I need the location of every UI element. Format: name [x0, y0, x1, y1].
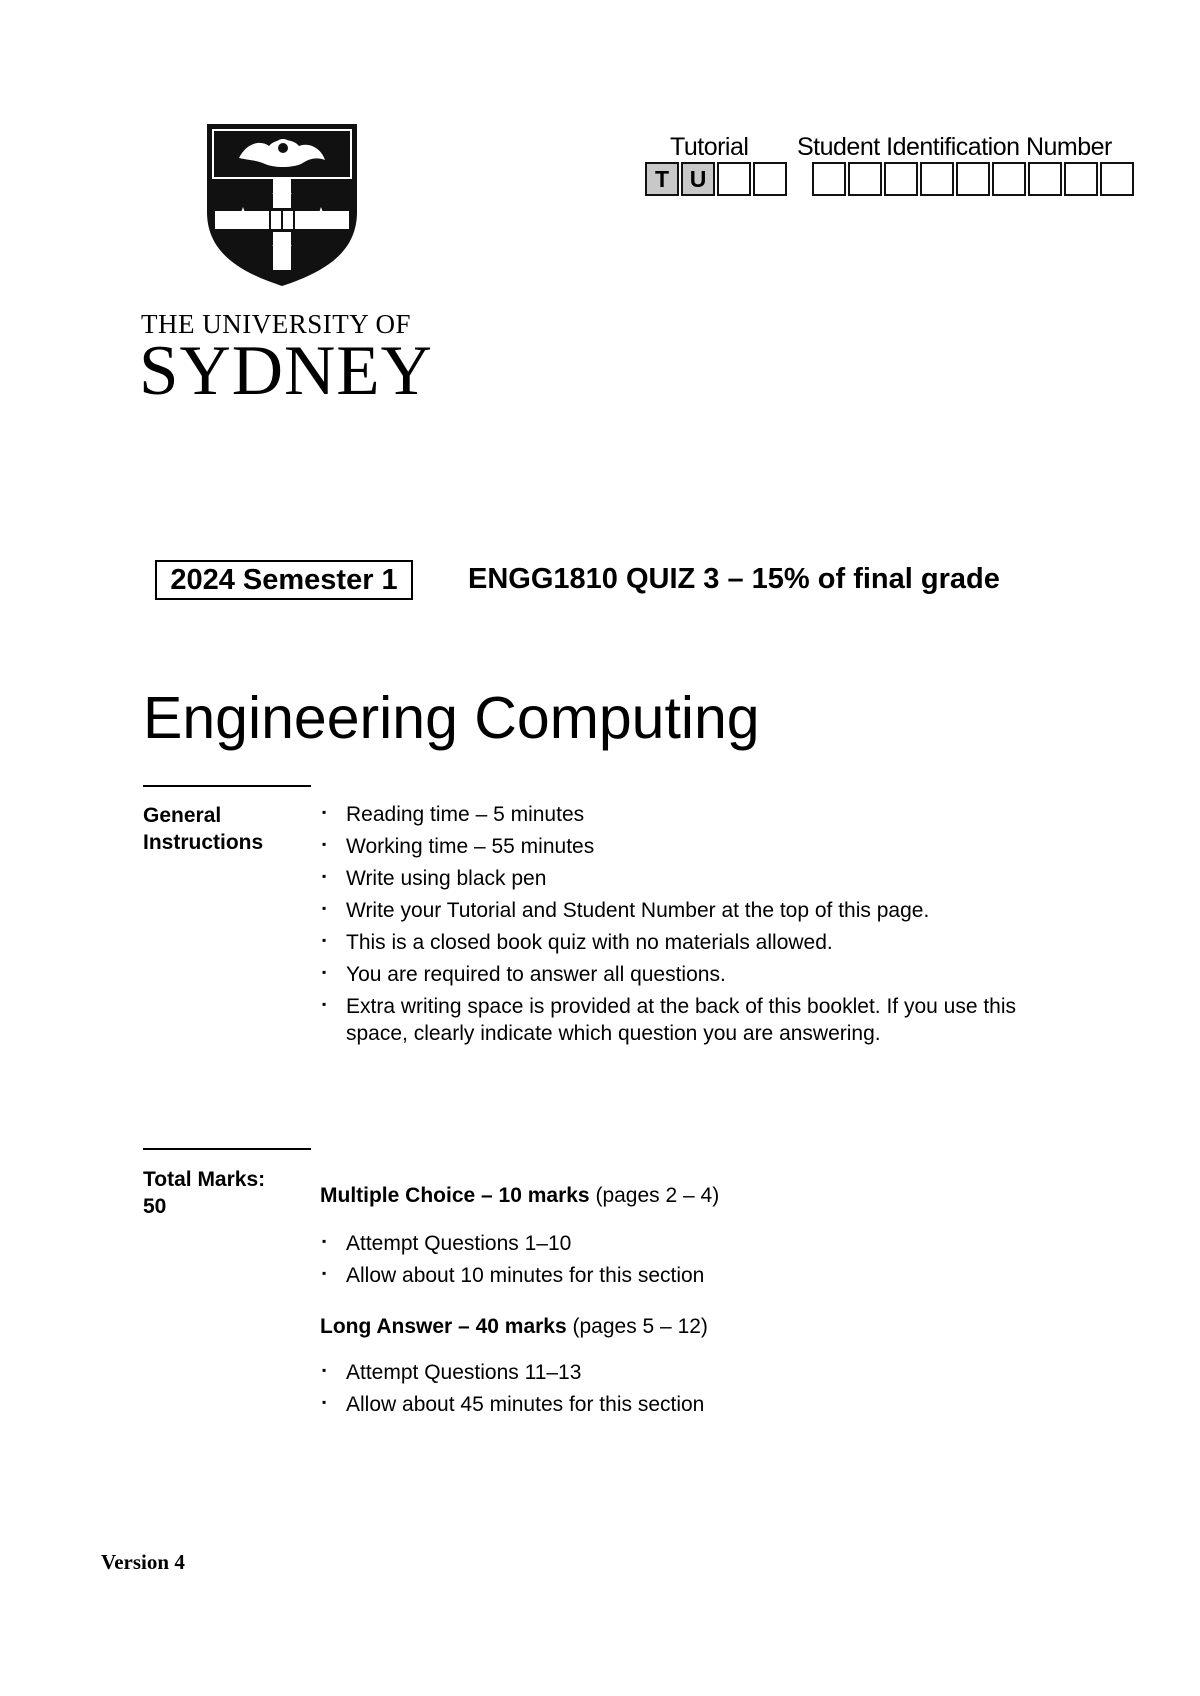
multiple-choice-title: Multiple Choice – 10 marks: [320, 1184, 590, 1207]
student-id-digit-box[interactable]: [920, 162, 954, 196]
total-marks-value: 50: [143, 1195, 167, 1218]
tutorial-prefix-box: U: [681, 162, 715, 196]
student-id-digit-box[interactable]: [848, 162, 882, 196]
multiple-choice-heading: [320, 1184, 719, 1208]
instruction-item: ▪ Working time – 55 minutes: [320, 833, 1080, 860]
section-item: ▪ Allow about 45 minutes for this section: [320, 1391, 1020, 1418]
instruction-item: ▪ Write using black pen: [320, 865, 1080, 892]
section-item: ▪ Allow about 10 minutes for this section: [320, 1262, 1020, 1289]
divider: [143, 785, 311, 787]
instruction-item: ▪ You are required to answer all questions.: [320, 961, 1080, 988]
student-id-digit-box[interactable]: [1100, 162, 1134, 196]
tutorial-code-boxes: [645, 162, 789, 196]
section-item: ▪ Attempt Questions 11–13: [320, 1359, 1020, 1386]
student-id-digit-box[interactable]: [884, 162, 918, 196]
student-id-digit-box[interactable]: [1028, 162, 1062, 196]
instruction-item: ▪ Extra writing space is provided at the back of this booklet. If you use this space, clearly indicate which question you are answering.: [320, 993, 1080, 1047]
long-answer-title: Long Answer – 40 marks: [320, 1315, 567, 1338]
long-answer-list: [320, 1359, 1020, 1423]
student-id-label: Student Identification Number: [797, 133, 1112, 161]
section-item: ▪ Attempt Questions 1–10: [320, 1230, 1020, 1257]
university-name-line2: SYDNEY: [139, 332, 433, 410]
university-name-line1: THE UNIVERSITY OF: [141, 309, 411, 339]
multiple-choice-list: [320, 1230, 1020, 1294]
university-crest-logo: [203, 120, 361, 288]
total-marks-label: [143, 1166, 283, 1220]
general-instructions-label: General Instructions: [143, 804, 264, 854]
long-answer-heading: [320, 1315, 708, 1339]
student-id-digit-box[interactable]: [956, 162, 990, 196]
instruction-item: ▪ This is a closed book quiz with no materials allowed.: [320, 929, 1080, 956]
student-id-digit-box[interactable]: [1064, 162, 1098, 196]
student-id-digit-box[interactable]: [992, 162, 1026, 196]
divider: [143, 1148, 311, 1150]
multiple-choice-pages: (pages 2 – 4): [595, 1184, 720, 1207]
semester-label: 2024 Semester 1: [155, 560, 413, 600]
long-answer-pages: (pages 5 – 12): [572, 1315, 708, 1338]
quiz-title: ENGG1810 QUIZ 3 – 15% of final grade: [468, 563, 1000, 595]
course-title: Engineering Computing: [143, 685, 760, 751]
tutorial-prefix-box: T: [645, 162, 679, 196]
tutorial-entry-box[interactable]: [717, 162, 751, 196]
instruction-item: ▪ Write your Tutorial and Student Number at the top of this page.: [320, 897, 1080, 924]
total-marks-caption: Total Marks:: [143, 1168, 266, 1191]
student-id-boxes: [812, 162, 1136, 196]
general-instructions-list: [320, 801, 1080, 1052]
version-label: Version 4: [101, 1550, 185, 1574]
instruction-item: ▪ Reading time – 5 minutes: [320, 801, 1080, 828]
student-id-digit-box[interactable]: [812, 162, 846, 196]
tutorial-label: Tutorial: [670, 133, 749, 161]
tutorial-entry-box[interactable]: [753, 162, 787, 196]
